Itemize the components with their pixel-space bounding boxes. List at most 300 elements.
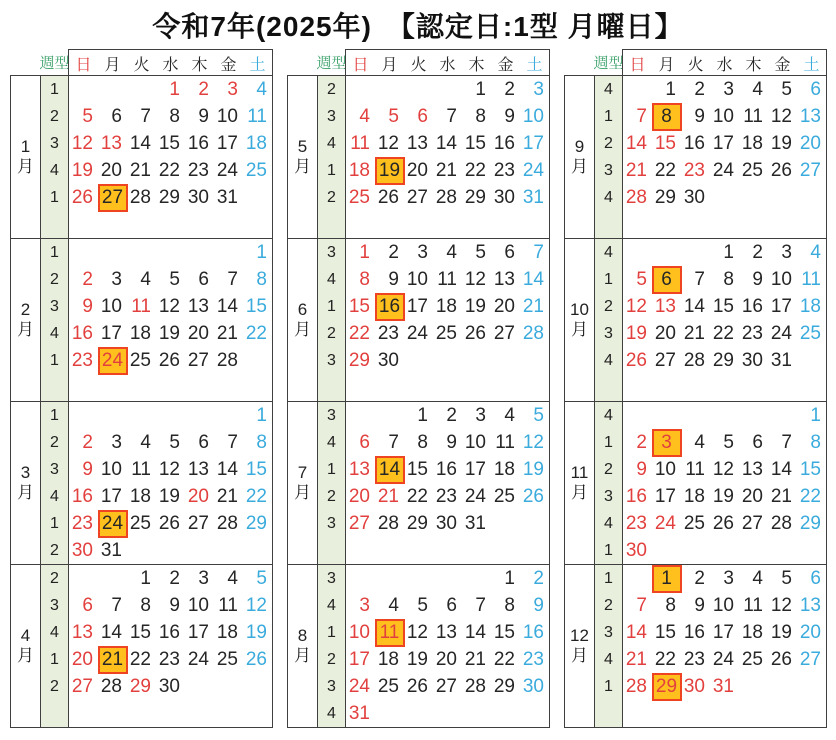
date-cell [652,320,681,347]
date-number: 14 [378,458,401,480]
date-number: 13 [406,132,428,154]
date-cell [346,320,375,347]
month-block-1月 [10,75,273,239]
date-number: 9 [752,268,763,290]
date-cell [404,184,433,211]
date-cell [69,266,98,293]
date-number: 30 [71,539,93,561]
day-header-日: 日 [629,56,646,74]
date-number: 18 [741,132,763,154]
day-header-土: 土 [803,56,820,74]
date-cell [156,592,185,619]
date-number: 3 [417,241,428,263]
weektype-value: 2 [327,80,336,98]
empty-cell [185,402,214,429]
empty-cell [797,673,826,700]
date-cell [127,347,156,374]
date-cell [375,673,404,700]
date-cell [243,565,272,592]
date-cell [346,157,375,184]
date-number: 24 [522,159,544,181]
date-cell [156,184,185,211]
date-number: 30 [435,512,457,534]
date-number: 8 [256,268,267,290]
date-number: 11 [685,458,705,480]
weektype-value: 3 [604,161,613,179]
date-cell [404,239,433,266]
date-cell [710,673,739,700]
date-cell [156,76,185,103]
empty-cell [768,184,797,211]
date-cell [520,239,549,266]
date-number: 6 [359,431,370,453]
month-suffix: 月 [571,157,588,176]
date-number: 17 [100,485,122,507]
empty-cell [681,537,710,564]
date-cell [797,510,826,537]
day-header-水: 水 [162,56,179,74]
date-number: 14 [683,295,705,317]
date-grid [69,239,272,401]
date-number: 30 [683,675,705,697]
date-cell [69,130,98,157]
date-cell [462,130,491,157]
date-number: 1 [140,567,151,589]
date-number: 31 [348,702,370,724]
date-number: 2 [388,241,399,263]
date-number: 14 [625,132,647,154]
month-suffix: 月 [571,646,588,665]
day-header-月: 月 [381,56,398,74]
date-cell [710,456,739,483]
date-cell [681,293,710,320]
date-cell [375,483,404,510]
date-cell [214,646,243,673]
date-cell [623,510,652,537]
date-number: 24 [770,322,792,344]
date-number: 20 [493,295,515,317]
date-number: 29 [712,349,734,371]
date-cell [156,429,185,456]
date-number: 8 [475,105,486,127]
date-cell [797,402,826,429]
date-cell [797,76,826,103]
date-cell [797,456,826,483]
date-number: 19 [522,458,544,480]
date-number: 12 [712,458,734,480]
empty-cell [681,239,710,266]
date-number: 6 [198,268,209,290]
date-cell [185,429,214,456]
date-cell [404,293,433,320]
date-cell [652,347,681,374]
weektype-value: 1 [604,433,613,451]
date-cell [623,103,652,130]
date-cell [433,429,462,456]
date-cell [710,483,739,510]
date-number: 24 [101,349,124,371]
date-cell [491,130,520,157]
date-number: 13 [348,458,370,480]
date-number: 10 [712,594,734,616]
date-number: 7 [636,105,647,127]
date-number: 24 [406,322,428,344]
date-cell [739,483,768,510]
date-number: 9 [694,594,705,616]
date-grid [69,402,272,564]
date-number: 16 [522,621,544,643]
date-number: 26 [245,648,267,670]
date-number: 21 [464,648,486,670]
date-cell [491,565,520,592]
calendar-grid [0,49,836,728]
date-cell [520,293,549,320]
date-cell [98,537,127,564]
date-number: 17 [100,322,122,344]
date-number: 14 [100,621,122,643]
date-cell [739,239,768,266]
weektype-value: 4 [50,161,59,179]
weektype-value: 3 [604,623,613,641]
date-cell [623,592,652,619]
date-cell [69,320,98,347]
date-cell [375,429,404,456]
date-number: 12 [625,295,647,317]
date-cell [346,293,375,320]
date-cell [433,592,462,619]
header-spacer [287,49,318,76]
date-cell [346,266,375,293]
day-header-金: 金 [220,56,237,74]
date-cell [346,239,375,266]
date-cell [98,266,127,293]
date-number: 11 [350,132,370,154]
date-number: 22 [654,648,676,670]
weektype-value: 3 [327,107,336,125]
date-number: 24 [216,159,238,181]
date-cell [185,646,214,673]
date-cell [710,510,739,537]
date-cell [491,103,520,130]
date-number: 24 [187,648,209,670]
date-cell [681,347,710,374]
date-number: 4 [388,594,399,616]
date-cell [520,592,549,619]
date-grid [69,76,272,238]
date-number: 12 [158,295,180,317]
date-number: 28 [464,675,486,697]
date-number: 4 [256,78,267,100]
date-cell [214,565,243,592]
date-number: 31 [216,186,238,208]
empty-cell [156,239,185,266]
date-cell [681,266,710,293]
date-number: 15 [245,458,267,480]
date-grid [69,565,272,727]
date-number: 16 [158,621,180,643]
date-number: 22 [493,648,515,670]
date-cell [346,592,375,619]
date-cell [491,619,520,646]
date-number: 15 [654,621,676,643]
date-cell [652,293,681,320]
weektype-value: 2 [327,324,336,342]
date-number: 30 [625,539,647,561]
date-cell [156,646,185,673]
date-number: 25 [216,648,238,670]
month-number: 5 [297,137,308,157]
weektype-header-label: 週型 [593,55,624,72]
weektype-value: 2 [604,297,613,315]
date-number: 26 [377,186,399,208]
date-cell [652,184,681,211]
empty-cell [681,402,710,429]
date-number: 13 [187,295,209,317]
date-cell [768,239,797,266]
date-number: 13 [435,621,457,643]
empty-cell [69,76,98,103]
date-number: 13 [100,132,122,154]
date-cell [243,157,272,184]
month-suffix: 月 [571,320,588,339]
month-block-4月 [10,564,273,728]
day-header-row [68,49,273,76]
date-number: 2 [82,431,93,453]
date-cell [214,592,243,619]
month-label-5月 [288,76,318,238]
date-cell [652,592,681,619]
empty-cell [797,184,826,211]
date-cell [462,293,491,320]
date-cell [710,592,739,619]
date-cell [491,157,520,184]
date-number: 3 [533,78,544,100]
month-label-9月 [565,76,595,238]
date-number: 3 [723,567,734,589]
date-cell [375,130,404,157]
date-number: 23 [435,485,457,507]
date-cell [710,429,739,456]
date-number: 11 [131,458,151,480]
date-cell [623,130,652,157]
date-number: 9 [82,458,93,480]
date-number: 7 [636,594,647,616]
date-cell [375,157,404,184]
date-number: 16 [493,132,515,154]
date-number: 16 [187,132,209,154]
date-number: 17 [406,295,428,317]
empty-cell [346,402,375,429]
date-cell [98,184,127,211]
date-cell [404,456,433,483]
date-number: 27 [741,512,763,534]
date-number: 28 [377,512,399,534]
weektype-value: 1 [604,569,613,587]
date-cell [243,646,272,673]
date-cell [797,103,826,130]
empty-cell [652,239,681,266]
date-cell [710,565,739,592]
date-number: 28 [216,349,238,371]
date-cell [156,157,185,184]
date-number: 24 [654,512,676,534]
date-cell [243,619,272,646]
date-number: 19 [770,132,792,154]
date-number: 23 [377,322,399,344]
empty-cell [739,184,768,211]
date-cell [520,184,549,211]
date-cell [739,592,768,619]
date-number: 12 [522,431,544,453]
date-cell [462,157,491,184]
date-cell [433,293,462,320]
date-number: 13 [71,621,93,643]
date-number: 20 [100,159,122,181]
date-cell [433,239,462,266]
weektype-column [595,239,623,401]
month-label-4月 [11,565,41,727]
date-cell [652,157,681,184]
date-number: 25 [799,322,821,344]
date-number: 1 [359,241,370,263]
date-cell [346,673,375,700]
date-cell [433,510,462,537]
date-number: 23 [158,648,180,670]
date-cell [739,619,768,646]
date-cell [127,565,156,592]
date-cell [681,103,710,130]
date-number: 6 [417,105,428,127]
date-cell [127,619,156,646]
month-column-3 [564,49,827,728]
weektype-value: 3 [327,243,336,261]
date-number: 22 [712,322,734,344]
date-cell [214,184,243,211]
date-cell [156,103,185,130]
date-cell [797,266,826,293]
date-cell [185,510,214,537]
date-cell [462,456,491,483]
date-number: 13 [799,594,821,616]
date-number: 7 [533,241,544,263]
date-number: 2 [694,78,705,100]
date-number: 29 [493,675,515,697]
date-cell [710,646,739,673]
weektype-value: 1 [327,161,336,179]
date-cell [462,103,491,130]
date-number: 29 [348,349,370,371]
date-cell [69,592,98,619]
empty-cell [346,565,375,592]
weektype-value: 2 [604,460,613,478]
date-cell [710,76,739,103]
date-cell [127,157,156,184]
date-number: 30 [158,675,180,697]
date-cell [243,239,272,266]
date-cell [739,429,768,456]
weektype-value: 4 [50,324,59,342]
date-cell [214,103,243,130]
date-cell [710,266,739,293]
date-cell [652,510,681,537]
date-cell [156,565,185,592]
date-number: 30 [187,186,209,208]
empty-cell [652,537,681,564]
date-number: 6 [661,268,672,290]
month-suffix: 月 [17,646,34,665]
date-cell [681,673,710,700]
weektype-value: 1 [327,623,336,641]
date-cell [491,483,520,510]
weektype-column [595,402,623,564]
date-cell [243,402,272,429]
date-number: 20 [187,485,209,507]
date-number: 6 [446,594,457,616]
weektype-value: 3 [50,596,59,614]
date-number: 19 [378,159,401,181]
empty-cell [243,184,272,211]
date-cell [797,157,826,184]
weektype-value: 4 [604,351,613,369]
date-number: 24 [712,159,734,181]
weektype-value: 4 [327,433,336,451]
date-cell [98,483,127,510]
date-number: 28 [129,186,151,208]
date-cell [462,184,491,211]
month-suffix: 月 [294,320,311,339]
date-number: 9 [636,458,647,480]
date-number: 4 [140,431,151,453]
date-number: 26 [158,349,180,371]
date-number: 3 [661,431,672,453]
weektype-value: 2 [50,107,59,125]
date-number: 29 [464,186,486,208]
date-cell [433,673,462,700]
date-cell [623,266,652,293]
date-number: 18 [741,621,763,643]
date-number: 6 [810,78,821,100]
weektype-value: 1 [604,541,613,559]
empty-cell [768,537,797,564]
date-cell [127,320,156,347]
date-cell [185,347,214,374]
date-cell [404,103,433,130]
date-cell [652,646,681,673]
date-number: 30 [522,675,544,697]
date-number: 27 [71,675,93,697]
weektype-value: 2 [327,650,336,668]
date-number: 17 [187,621,209,643]
date-cell [243,130,272,157]
month-block-7月 [287,401,550,565]
date-number: 2 [504,78,515,100]
date-number: 31 [464,512,486,534]
empty-cell [404,565,433,592]
date-number: 27 [187,349,209,371]
date-cell [185,320,214,347]
weektype-value: 3 [327,406,336,424]
date-cell [491,402,520,429]
day-header-row [345,49,550,76]
date-number: 2 [752,241,763,263]
date-cell [375,184,404,211]
empty-cell [433,347,462,374]
weektype-value: 4 [50,623,59,641]
date-cell [98,130,127,157]
month-number: 3 [20,463,31,483]
date-number: 16 [71,485,93,507]
empty-cell [243,537,272,564]
